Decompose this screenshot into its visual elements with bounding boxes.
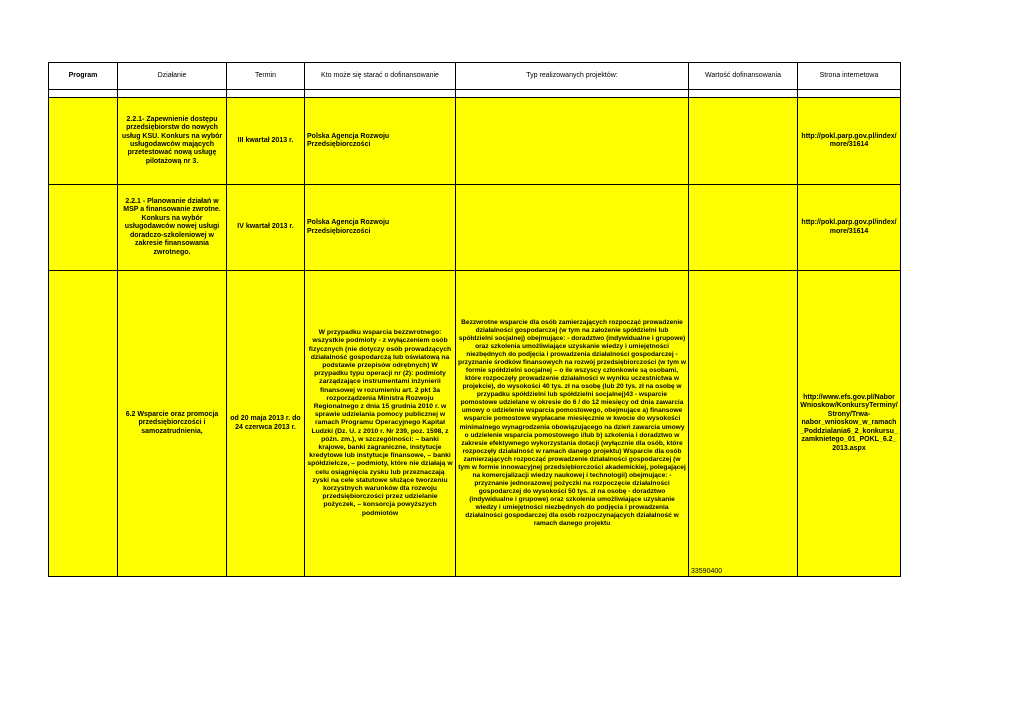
spacer-row xyxy=(49,90,901,98)
cell-dzialanie: 2.2.1 - Planowanie działań w MSP a finansowanie zwrotne. Konkurs na wybór usługodawców nowej usługi doradczo-szkoleniowej w zakresie finansowania zwrotnego. xyxy=(118,185,227,271)
cell-strona-link[interactable]: http://pokl.parp.gov.pl/index/more/31614 xyxy=(798,98,901,185)
cell-termin: od 20 maja 2013 r. do 24 czerwca 2013 r. xyxy=(227,271,305,577)
cell-program xyxy=(49,98,118,185)
header-typ: Typ realizowanych projektów: xyxy=(456,63,689,90)
header-strona: Strona internetowa xyxy=(798,63,901,90)
cell-termin: IV kwartał 2013 r. xyxy=(227,185,305,271)
cell-strona-link[interactable]: http://www.efs.gov.pl/NaborWnioskow/KonkursyTerminy/Strony/Trwa-nabor_wnioskow_w_ramach_Poddzialania6_2_konkursu_zamknietego_01_POKL_6.2_2013.aspx xyxy=(798,271,901,577)
cell-strona-link[interactable]: http://pokl.parp.gov.pl/index/more/31614 xyxy=(798,185,901,271)
cell-wartosc: 33590400 xyxy=(689,271,798,577)
cell-kto: Polska Agencja Rozwoju Przedsiębiorczości xyxy=(305,185,456,271)
cell-dzialanie: 2.2.1- Zapewnienie dostępu przedsiębiorstw do nowych usług KSU. Konkurs na wybór usługodawców mających przetestować nową usługę pilotażową nr 3. xyxy=(118,98,227,185)
cell-program xyxy=(49,271,118,577)
table-row xyxy=(49,185,901,271)
table-row xyxy=(49,271,901,577)
cell-wartosc xyxy=(689,185,798,271)
header-row xyxy=(49,63,901,90)
cell-typ: Bezzwrotne wsparcie dla osób zamierzających rozpocząć prowadzenie działalności gospodarczej (w tym na założenie spółdzielni lub spółdzielni socjalnej) obejmujące: - doradztwo (indywidualne i grupowe) oraz szkolenia umożliwiające uzyskanie wiedzy i umiejętności niezbędnych do podjęcia i prowadzenia działalności gospodarczej - przyznanie środków finansowych na rozwój przedsiębiorczości (w tym w formie spółdzielni socjalnej – o ile wszyscy członkowie są osobami, które rozpoczęły prowadzenie działalności w wyniku uczestnictwa w projekcie), do wysokości 40 tys. zł na osobę (lub 20 tys. zł na osobę w przypadku spółdzielni lub spółdzielni socjalnej)43 - wsparcie pomostowe udzielane w okresie do 6 / do 12 miesięcy od dnia zawarcia umowy o udzielenie wsparcia pomostowego, obejmujące a) finansowe wsparcie pomostowe wypłacane miesięcznie w kwocie do wysokości minimalnego wynagrodzenia obowiązującego na dzień zawarcia umowy o udzielenie wsparcia pomostowego i/lub b) szkolenia i doradztwo w zakresie efektywnego wykorzystania dotacji (wyłącznie dla osób, które rozpoczęły działalność w ramach danego projektu) Wsparcie dla osób zamierzających rozpocząć prowadzenie działalności gospodarczej (w tym w formie innowacyjnej przedsiębiorczości akademickiej, polegającej na komercjalizacji wiedzy naukowej i technologii) obejmujące: - przyznanie jednorazowej pożyczki na rozpoczęcie działalności gospodarczej do wysokości 50 tys. zł na osobę - doradztwo (indywidualne i grupowe) oraz szkolenia umożliwiające uzyskanie wiedzy i umiejętności niezbędnych do podjęcia i prowadzenia działalności gospodarczej dla osób rozpoczynających działalność w ramach danego projektu xyxy=(456,271,689,577)
header-kto: Kto może się starać o dofinansowanie xyxy=(305,63,456,90)
cell-termin: III kwartał 2013 r. xyxy=(227,98,305,185)
funding-table xyxy=(48,62,901,577)
table-row xyxy=(49,98,901,185)
header-wartosc: Wartość dofinansowania xyxy=(689,63,798,90)
cell-kto: W przypadku wsparcia bezzwrotnego: wszystkie podmioty - z wyłączeniem osób fizycznych (nie dotyczy osób prowadzących działalność gospodarczą lub oświatową na podstawie przepisów odrębnych) W przypadku typu operacji nr (2): podmioty zarządzające instrumentami inżynierii finansowej w rozumieniu art. 2 pkt 3a rozporządzenia Ministra Rozwoju Regionalnego z dnia 15 grudnia 2010 r. w sprawie udzielania pomocy publicznej w ramach Programu Operacyjnego Kapitał Ludzki (Dz. U. z 2010 r. Nr 239, poz. 1598, z późn. zm.), w szczególności: – banki krajowe, banki zagraniczne, instytucje kredytowe lub instytucje finansowe, – banki spółdzielcze, – podmioty, które nie działają w celu osiągnięcia zysku lub przeznaczają zyski na cele statutowe służące tworzeniu korzystnych warunków dla rozwoju przedsiębiorczości przez udzielanie pożyczek, – konsorcja powyższych podmiotów xyxy=(305,271,456,577)
cell-program xyxy=(49,185,118,271)
header-termin: Termin xyxy=(227,63,305,90)
cell-kto: Polska Agencja Rozwoju Przedsiębiorczości xyxy=(305,98,456,185)
cell-typ xyxy=(456,185,689,271)
cell-wartosc xyxy=(689,98,798,185)
header-program: Program xyxy=(49,63,118,90)
cell-dzialanie: 6.2 Wsparcie oraz promocja przedsiębiorczości i samozatrudnienia, xyxy=(118,271,227,577)
header-dzialanie: Działanie xyxy=(118,63,227,90)
cell-typ xyxy=(456,98,689,185)
